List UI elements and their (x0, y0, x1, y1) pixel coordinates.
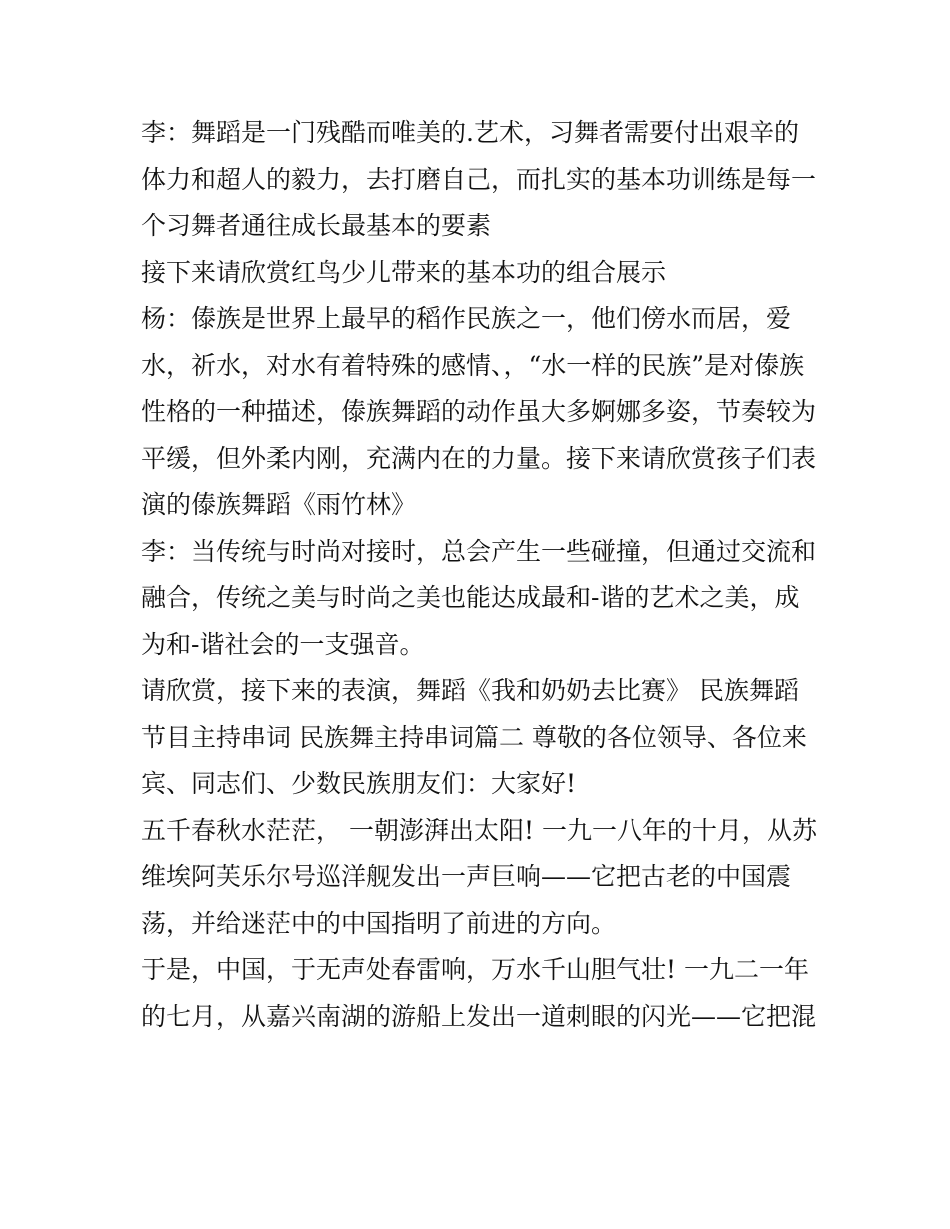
text-line: 荡，并给迷茫中的中国指明了前进的方向。 (141, 908, 617, 938)
text-line: 水，祈水，对水有着特殊的感情、，“水一样的民族”是对傣族 (141, 350, 805, 380)
document-body (141, 110, 821, 1040)
text-line: 体力和超人的毅力，去打磨自己，而扎实的基本功训练是每一 (141, 164, 817, 194)
text-line: 为和-谐社会的一支强音。 (141, 629, 425, 659)
text-line: 演的傣族舞蹈《雨竹林》 (141, 490, 417, 519)
text-line: 接下来请欣赏红鸟少儿带来的基本功的组合展示 (141, 257, 667, 287)
text-line: 李：当传统与时尚对接时，总会产生一些碰撞，但通过交流和 (141, 536, 817, 566)
text-line: 个习舞者通往成长最基本的要素 (141, 211, 492, 240)
text-line: 融合，传统之美与时尚之美也能达成最和-谐的艺术之美，成 (141, 583, 800, 612)
text-line: 李：舞蹈是一门残酷而唯美的.艺术，习舞者需要付出艰辛的 (141, 118, 799, 147)
text-line: 宾、同志们、少数民族朋友们：大家好! (141, 769, 577, 798)
text-line: 节目主持串词 民族舞主持串词篇二 尊敬的各位领导、各位来 (141, 722, 807, 752)
text-line: 五千春秋水茫茫， 一朝澎湃出太阳! 一九一八年的十月，从苏 (141, 815, 817, 845)
text-line: 杨：傣族是世界上最早的稻作民族之一，他们傍水而居，爱 (141, 304, 792, 333)
text-line: 平缓，但外柔内刚，充满内在的力量。接下来请欣赏孩子们表 (141, 443, 817, 473)
text-line: 的七月，从嘉兴南湖的游船上发出一道刺眼的闪光——它把混 (141, 1001, 817, 1031)
text-line: 维埃阿芙乐尔号巡洋舰发出一声巨响——它把古老的中国震 (141, 862, 792, 891)
text-line: 于是，中国，于无声处春雷响，万水千山胆气壮! 一九二一年 (141, 955, 809, 984)
text-line: 性格的一种描述，傣族舞蹈的动作虽大多婀娜多姿，节奏较为 (141, 397, 817, 426)
text-line: 请欣赏，接下来的表演，舞蹈《我和奶奶去比赛》 民族舞蹈 (141, 676, 799, 705)
